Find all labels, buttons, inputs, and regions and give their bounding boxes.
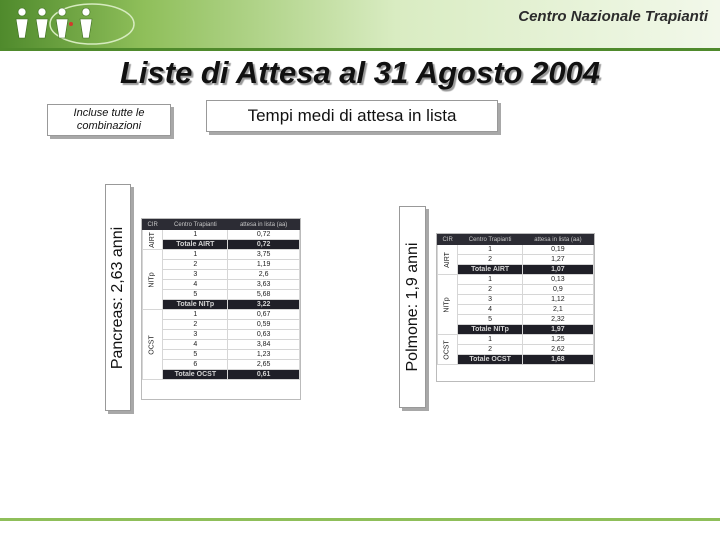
attesa-cell: 1,25 (522, 335, 593, 345)
total-value: 0,72 (228, 240, 300, 250)
incluse-note: Incluse tutte le combinazioni (47, 104, 171, 136)
centro-cell: 5 (458, 315, 522, 325)
attesa-cell: 3,84 (228, 340, 300, 350)
total-label: Totale NITp (163, 300, 228, 310)
attesa-cell: 0,63 (228, 330, 300, 340)
table-row (438, 335, 594, 345)
people-logo-icon (8, 2, 138, 46)
total-row (438, 355, 594, 365)
footer-rule (0, 518, 720, 521)
pancreas-label: Pancreas: 2,63 anni (109, 226, 126, 369)
column-header: Centro Trapianti (163, 220, 228, 230)
centro-cell: 2 (458, 285, 522, 295)
table-row (438, 295, 594, 305)
attesa-cell: 5,68 (228, 290, 300, 300)
total-value: 1,97 (522, 325, 593, 335)
cir-group-name: AIRT (443, 251, 451, 268)
pancreas-table (142, 219, 300, 380)
table-row (143, 230, 300, 240)
header-bar (0, 0, 720, 48)
cir-group-cell (438, 245, 458, 275)
centro-cell: 1 (458, 335, 522, 345)
cir-group-cell (143, 250, 163, 310)
cir-group-cell (143, 310, 163, 380)
centro-cell: 2 (458, 345, 522, 355)
cir-group-name: OCST (148, 334, 156, 355)
total-value: 3,22 (228, 300, 300, 310)
centro-cell: 3 (163, 270, 228, 280)
total-value: 1,07 (522, 265, 593, 275)
column-header: Centro Trapianti (458, 235, 522, 245)
centro-cell: 5 (163, 290, 228, 300)
attesa-cell: 1,23 (228, 350, 300, 360)
centro-cell: 1 (458, 245, 522, 255)
total-row (438, 325, 594, 335)
polmone-label: Polmone: 1,9 anni (403, 242, 421, 372)
cir-group-cell (438, 275, 458, 335)
attesa-cell: 3,75 (228, 250, 300, 260)
centro-cell: 3 (163, 330, 228, 340)
table-row (143, 290, 300, 300)
attesa-cell: 0,72 (228, 230, 300, 240)
attesa-cell: 0,19 (522, 245, 593, 255)
table-row (143, 320, 300, 330)
total-row (143, 300, 300, 310)
total-row (143, 370, 300, 380)
centro-cell: 1 (163, 310, 228, 320)
table-row (438, 285, 594, 295)
total-row (438, 265, 594, 275)
centro-cell: 3 (458, 295, 522, 305)
total-label: Totale NITp (458, 325, 522, 335)
table-row (438, 305, 594, 315)
attesa-cell: 3,63 (228, 280, 300, 290)
table-row (438, 275, 594, 285)
centro-cell: 4 (163, 280, 228, 290)
cir-group-name: NITp (148, 271, 156, 288)
table-row (143, 280, 300, 290)
table-row (143, 250, 300, 260)
brand-title: Centro Nazionale Trapianti (518, 8, 708, 25)
attesa-cell: 1,12 (522, 295, 593, 305)
table-row (143, 360, 300, 370)
cir-group-name: NITp (443, 296, 451, 313)
polmone-table-panel (436, 233, 595, 382)
table-row (143, 330, 300, 340)
pancreas-table-panel (141, 218, 301, 400)
table-row (143, 310, 300, 320)
table-header-row (143, 220, 300, 230)
table-row (143, 270, 300, 280)
polmone-table (437, 234, 594, 365)
centro-cell: 4 (458, 305, 522, 315)
column-header: CIR (143, 220, 163, 230)
total-row (143, 240, 300, 250)
centro-cell: 4 (163, 340, 228, 350)
table-row (438, 345, 594, 355)
polmone-label-box (399, 206, 426, 408)
table-row (143, 340, 300, 350)
attesa-cell: 2,6 (228, 270, 300, 280)
tempi-heading: Tempi medi di attesa in lista (206, 100, 498, 132)
column-header: attesa in lista (aa) (522, 235, 593, 245)
attesa-cell: 0,9 (522, 285, 593, 295)
table-row (438, 255, 594, 265)
attesa-cell: 2,1 (522, 305, 593, 315)
table-row (143, 260, 300, 270)
attesa-cell: 0,59 (228, 320, 300, 330)
total-label: Totale AIRT (458, 265, 522, 275)
total-label: Totale OCST (458, 355, 522, 365)
cir-group-cell (438, 335, 458, 365)
attesa-cell: 1,19 (228, 260, 300, 270)
table-row (143, 350, 300, 360)
centro-cell: 2 (458, 255, 522, 265)
cir-group-cell (143, 230, 163, 250)
centro-cell: 1 (163, 250, 228, 260)
table-row (438, 245, 594, 255)
header-divider (0, 48, 720, 51)
attesa-cell: 2,62 (522, 345, 593, 355)
cir-group-name: OCST (443, 339, 451, 360)
attesa-cell: 0,13 (522, 275, 593, 285)
centro-cell: 1 (163, 230, 228, 240)
attesa-cell: 2,65 (228, 360, 300, 370)
attesa-cell: 2,32 (522, 315, 593, 325)
total-value: 0,61 (228, 370, 300, 380)
total-value: 1,68 (522, 355, 593, 365)
column-header: CIR (438, 235, 458, 245)
total-label: Totale OCST (163, 370, 228, 380)
attesa-cell: 1,27 (522, 255, 593, 265)
pancreas-label-box (105, 184, 131, 411)
page-title: Liste di Attesa al 31 Agosto 2004 (119, 55, 601, 90)
attesa-cell: 0,67 (228, 310, 300, 320)
centro-cell: 2 (163, 260, 228, 270)
centro-cell: 6 (163, 360, 228, 370)
column-header: attesa in lista (aa) (228, 220, 300, 230)
centro-cell: 1 (458, 275, 522, 285)
centro-cell: 5 (163, 350, 228, 360)
total-label: Totale AIRT (163, 240, 228, 250)
table-row (438, 315, 594, 325)
centro-cell: 2 (163, 320, 228, 330)
table-header-row (438, 235, 594, 245)
cir-group-name: AIRT (148, 231, 156, 248)
